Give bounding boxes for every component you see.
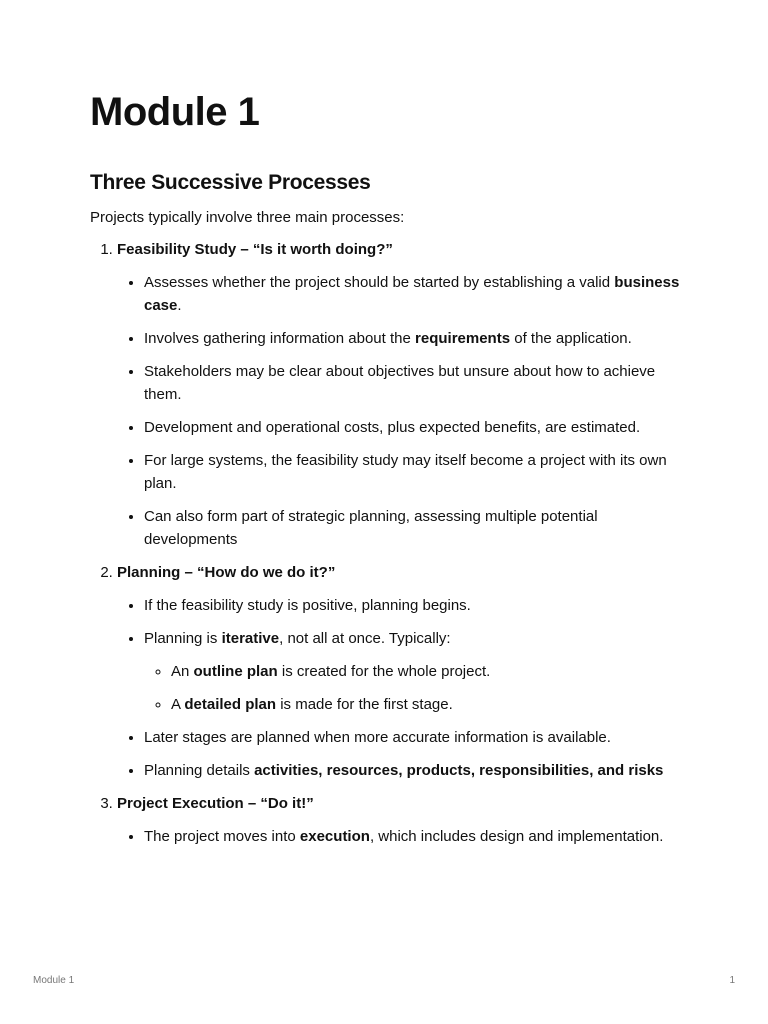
list-item (144, 416, 690, 439)
bullet-list (117, 594, 690, 782)
bullet-text: An (171, 663, 194, 680)
bullet-text: A (171, 696, 185, 713)
bullet-text: is created for the whole project. (277, 663, 491, 680)
bullet-bold-text: business case (144, 274, 680, 314)
bullet-list (117, 271, 690, 551)
bullet-text: Development and operational costs, plus expected benefits, are estimated. (144, 419, 641, 436)
list-item (171, 660, 690, 683)
bullet-text: Can also form part of strategic planning, assessing multiple potential developments (144, 508, 598, 548)
bullet-bold-text: detailed plan (184, 696, 277, 713)
bullet-text: . (177, 297, 182, 314)
bullet-bold-text: activities, resources, products, responsibilities, and risks (254, 762, 664, 779)
bullet-text: The project moves into (144, 828, 300, 845)
bullet-text: Assesses whether the project should be started by establishing a valid (144, 274, 615, 291)
list-item (144, 594, 690, 617)
bullet-text: of the application. (510, 330, 632, 347)
list-item (144, 271, 690, 317)
bullet-text: Planning details (144, 762, 255, 779)
footer-document-title: Module 1 (33, 975, 75, 986)
list-item (144, 726, 690, 749)
page-title: Module 1 (90, 90, 260, 134)
list-item (144, 759, 690, 782)
bullet-text: If the feasibility study is positive, planning begins. (144, 597, 471, 614)
list-item (144, 505, 690, 551)
intro-text: Projects typically involve three main processes: (90, 209, 405, 226)
process-item-planning (117, 561, 690, 782)
bullet-bold-text: iterative (221, 630, 280, 647)
bullet-bold-text: outline plan (193, 663, 278, 680)
bullet-text: is made for the first stage. (276, 696, 453, 713)
bullet-text: , not all at once. Typically: (279, 630, 451, 647)
bullet-text: Planning is (144, 630, 222, 647)
bullet-text: Later stages are planned when more accurate information is available. (144, 729, 611, 746)
process-content (90, 238, 690, 858)
process-item-feasibility (117, 238, 690, 551)
footer-page-number: 1 (729, 975, 735, 986)
list-item (144, 327, 690, 350)
bullet-bold-text: execution (299, 828, 370, 845)
bullet-text: For large systems, the feasibility study may itself become a project with its own plan. (144, 452, 667, 492)
process-heading: Project Execution – “Do it!” (117, 795, 314, 812)
bullet-bold-text: requirements (415, 330, 511, 347)
process-heading: Planning – “How do we do it?” (117, 564, 336, 581)
process-item-execution (117, 792, 690, 848)
section-title: Three Successive Processes (90, 171, 371, 194)
process-list (90, 238, 690, 848)
list-item (144, 627, 690, 716)
bullet-text: Stakeholders may be clear about objectives but unsure about how to achieve them. (144, 363, 656, 403)
list-item (144, 825, 690, 848)
bullet-list (117, 825, 690, 848)
process-heading: Feasibility Study – “Is it worth doing?” (117, 241, 393, 258)
list-item (144, 360, 690, 406)
list-item (171, 693, 690, 716)
sub-bullet-list (144, 660, 690, 716)
bullet-text: Involves gathering information about the (144, 330, 416, 347)
bullet-text: , which includes design and implementation. (369, 828, 664, 845)
list-item (144, 449, 690, 495)
